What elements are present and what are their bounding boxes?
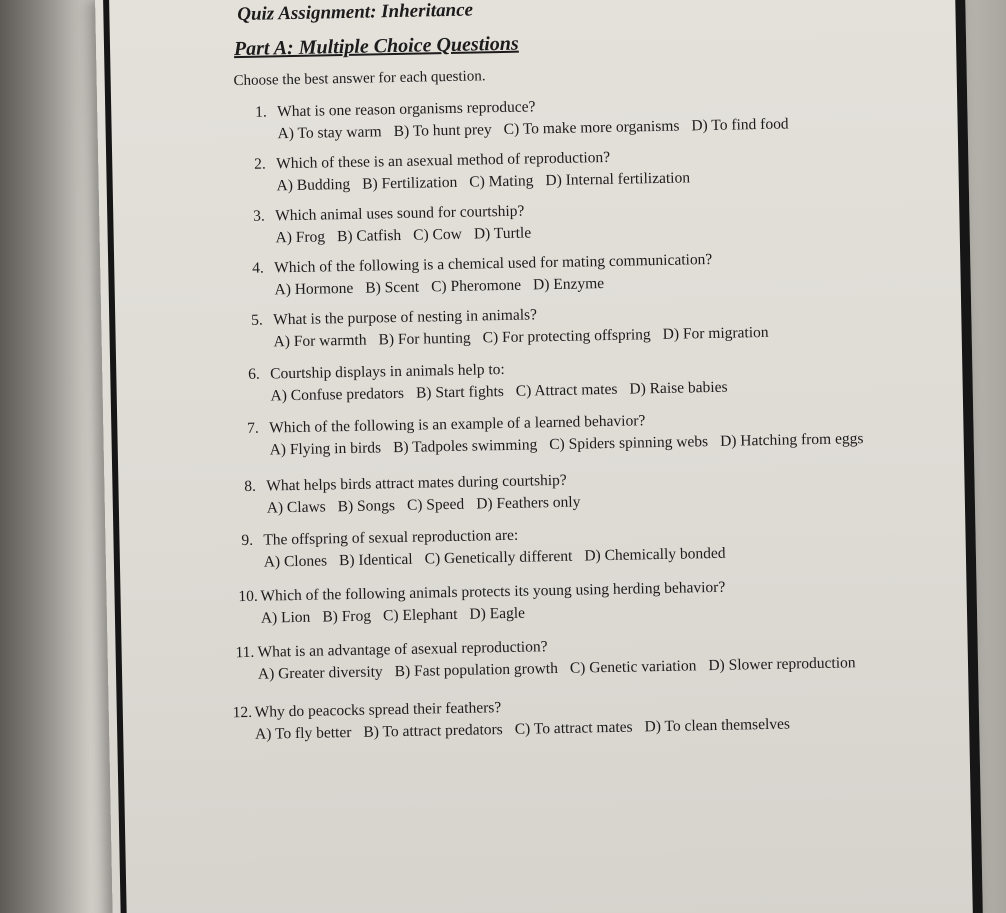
choice-b[interactable]: B) Scent — [365, 278, 420, 297]
question-number: 11. — [235, 643, 255, 662]
choice-c[interactable]: C) Cow — [413, 225, 463, 244]
choice-d[interactable]: D) Feathers only — [476, 493, 581, 513]
question-10 — [238, 574, 847, 630]
choice-b[interactable]: B) Songs — [337, 497, 396, 516]
choice-c[interactable]: C) To attract mates — [514, 718, 633, 738]
choice-b[interactable]: B) Fast population growth — [394, 660, 559, 681]
question-text: Which of the following animals protects its young using herding behavior? — [260, 578, 726, 605]
choice-a[interactable]: A) Greater diversity — [257, 663, 383, 683]
question-text: Which of the following is a chemical used for mating communication? — [273, 250, 713, 277]
choice-d[interactable]: D) Internal fertilization — [545, 169, 691, 190]
choice-d[interactable]: D) Hatching from eggs — [719, 430, 864, 450]
question-text: Which of these is an asexual method of reproduction? — [275, 148, 611, 173]
choice-a[interactable]: A) To stay warm — [277, 123, 382, 143]
question-text: What is one reason organisms reproduce? — [276, 98, 536, 121]
choice-a[interactable]: A) Lion — [260, 608, 311, 627]
question-text: Why do peacocks spread their feathers? — [254, 699, 502, 721]
question-number: 9. — [241, 531, 254, 550]
choice-b[interactable]: B) Fertilization — [362, 173, 458, 193]
question-11 — [235, 630, 896, 687]
choice-d[interactable]: D) For migration — [662, 323, 769, 343]
question-text: What is the purpose of nesting in animals? — [272, 306, 538, 329]
choice-d[interactable]: D) To clean themselves — [644, 715, 791, 736]
choice-a[interactable]: A) Claws — [266, 498, 326, 517]
question-number: 5. — [250, 311, 263, 329]
choice-c[interactable]: C) Genetically different — [424, 547, 573, 568]
choice-b[interactable]: B) To hunt prey — [393, 121, 492, 141]
choice-d[interactable]: D) Enzyme — [532, 275, 605, 294]
question-text: Which of the following is an example of a learned behavior? — [269, 412, 646, 437]
choice-b[interactable]: B) Tadpoles swimming — [392, 436, 538, 457]
choice-a[interactable]: A) Budding — [276, 175, 351, 195]
choice-d[interactable]: D) Slower reproduction — [708, 654, 856, 675]
question-7 — [247, 406, 888, 462]
question-number: 7. — [247, 419, 259, 437]
question-4 — [252, 247, 841, 302]
quiz-content — [135, 0, 864, 748]
question-number: 3. — [252, 207, 265, 225]
choice-c[interactable]: C) Spiders spinning webs — [549, 433, 709, 454]
choice-d[interactable]: D) Chemically bonded — [584, 544, 726, 565]
question-number: 1. — [254, 103, 267, 121]
question-number: 4. — [251, 259, 264, 277]
quiz-title: Quiz Assignment: Inheritance — [237, 0, 474, 26]
question-text: Courtship displays in animals help to: — [270, 360, 505, 383]
question-number: 10. — [238, 587, 258, 606]
choice-a[interactable]: A) Hormone — [274, 279, 354, 299]
question-number: 6. — [248, 365, 260, 383]
choice-c[interactable]: C) To make more organisms — [503, 117, 680, 138]
choice-b[interactable]: B) Frog — [322, 607, 372, 626]
choice-d[interactable]: D) Turtle — [473, 224, 532, 243]
choice-c[interactable]: C) Elephant — [382, 605, 458, 625]
choice-c[interactable]: C) For protecting offspring — [482, 326, 651, 347]
choice-d[interactable]: D) Eagle — [469, 604, 526, 623]
instructions: Choose the best answer for each question. — [233, 68, 486, 90]
choice-a[interactable]: A) Confuse predators — [270, 384, 405, 405]
question-list — [137, 91, 864, 748]
question-number: 8. — [244, 477, 257, 495]
choice-a[interactable]: A) Flying in birds — [269, 439, 382, 459]
choice-c[interactable]: C) Attract mates — [515, 380, 618, 400]
question-8 — [244, 464, 845, 520]
question-6 — [248, 352, 843, 407]
choice-d[interactable]: D) To find food — [691, 115, 789, 135]
question-text: What is an advantage of asexual reproduction? — [257, 638, 548, 661]
choice-b[interactable]: B) To attract predators — [363, 721, 503, 741]
question-number: 12. — [232, 703, 253, 722]
choice-a[interactable]: A) For warmth — [273, 331, 367, 351]
question-1 — [255, 91, 838, 146]
choice-c[interactable]: C) Pheromone — [430, 276, 522, 296]
choice-a[interactable]: A) To fly better — [254, 723, 352, 743]
choice-d[interactable]: D) Raise babies — [629, 378, 728, 398]
question-9 — [241, 518, 846, 574]
choice-a[interactable]: A) Clones — [263, 552, 328, 571]
question-2 — [254, 143, 839, 198]
choice-b[interactable]: B) For hunting — [378, 329, 471, 349]
question-3 — [253, 195, 840, 250]
choice-b[interactable]: B) Start fights — [415, 382, 505, 402]
question-5 — [251, 299, 842, 354]
question-text: What helps birds attract mates during courtship? — [266, 471, 567, 495]
choice-b[interactable]: B) Identical — [338, 550, 413, 570]
question-number: 2. — [253, 155, 266, 173]
part-a-heading: Part A: Multiple Choice Questions — [233, 32, 519, 61]
choice-a[interactable]: A) Frog — [275, 228, 326, 247]
choice-c[interactable]: C) Genetic variation — [569, 657, 697, 677]
question-text: Which animal uses sound for courtship? — [274, 202, 525, 225]
choice-b[interactable]: B) Catfish — [336, 226, 402, 246]
choice-c[interactable]: C) Mating — [469, 172, 534, 191]
choice-c[interactable]: C) Speed — [406, 495, 465, 514]
question-text: The offspring of sexual reproduction are: — [263, 526, 519, 549]
